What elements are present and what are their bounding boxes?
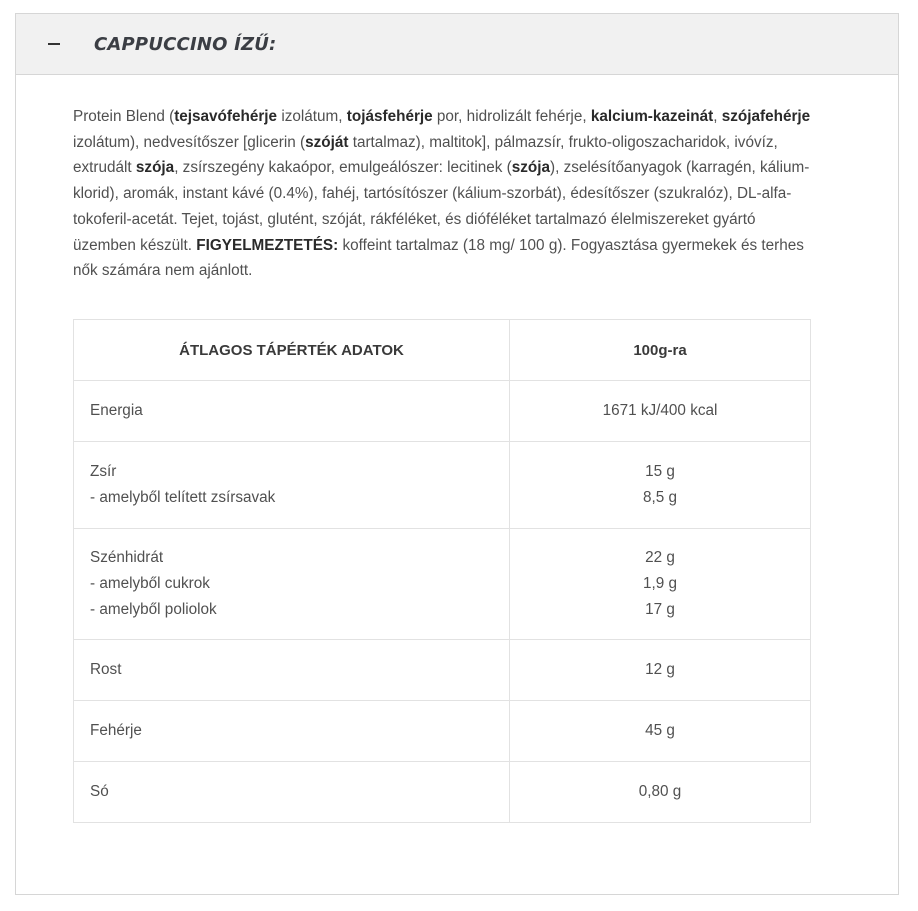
ingredients-segment: koffeint tartalmaz (18 mg/ 100 g). Fogyasztása gyermekek és terhes nők számára nem ajánlott. bbox=[73, 236, 804, 280]
table-row bbox=[74, 381, 811, 442]
ingredients-segment: ), zselésítőanyagok (karragén, kálium-klorid), aromák, instant kávé (0.4%), fahéj, tartósítószer (kálium-szorbát), édesítőszer (szukralóz), DL-alfa-tokoferil-acetát. Tejet, tojást, glutént, szóját, rákféléket, és dióféléket tartalmazó élelmiszereket gyártó üzemben készült. bbox=[73, 159, 810, 254]
ingredients-segment: por, hidrolizált fehérje, bbox=[432, 108, 591, 125]
allergen-text: kalcium-kazeinát bbox=[590, 108, 714, 125]
ingredients-segment: izolátum), nedvesítőszer [glicerin ( bbox=[73, 133, 306, 151]
nutrient-label: Energia bbox=[90, 402, 143, 420]
table-row bbox=[74, 640, 811, 701]
nutrient-sublabel: - amelyből telített zsírsavak bbox=[90, 489, 276, 506]
nutrient-label: Só bbox=[90, 783, 109, 801]
accordion-header[interactable] bbox=[16, 14, 898, 75]
column-header-per-100g: 100g-ra bbox=[510, 320, 811, 381]
nutrient-value: 22 g bbox=[645, 549, 675, 567]
allergen-text: tojásfehérje bbox=[346, 108, 433, 125]
ingredients-segment: , zsírszegény kakaópor, emulgeálószer: lecitinek ( bbox=[174, 159, 512, 177]
nutrient-label-cell bbox=[74, 640, 510, 701]
table-row bbox=[74, 762, 811, 823]
nutrient-label: Fehérje bbox=[90, 722, 142, 740]
ingredients-segment: Protein Blend ( bbox=[73, 108, 175, 125]
nutrient-sublabel: - amelyből cukrok bbox=[90, 575, 210, 593]
nutrient-value: 15 g bbox=[645, 463, 675, 481]
nutrient-label: Rost bbox=[90, 661, 122, 679]
nutrient-value-cell bbox=[510, 701, 811, 762]
column-header-nutrients: ÁTLAGOS TÁPÉRTÉK ADATOK bbox=[74, 320, 510, 381]
nutrient-value: 0,80 g bbox=[638, 783, 682, 801]
table-header-row bbox=[74, 320, 811, 381]
nutrient-value-cell bbox=[510, 529, 811, 640]
nutrient-value: 12 g bbox=[645, 661, 675, 679]
warning-label: FIGYELMEZTETÉS: bbox=[196, 236, 339, 254]
allergen-text: szójafehérje bbox=[721, 108, 811, 125]
nutrient-value: 1,9 g bbox=[642, 575, 678, 593]
nutrient-label-cell bbox=[74, 529, 510, 640]
nutrient-sublabel: - amelyből poliolok bbox=[90, 600, 217, 618]
ingredients-segment: izolátum, bbox=[277, 108, 347, 125]
nutrient-value: 45 g bbox=[645, 722, 675, 740]
table-row bbox=[74, 701, 811, 762]
nutrient-label-cell bbox=[74, 762, 510, 823]
allergen-text: szóját bbox=[305, 133, 349, 151]
allergen-text: tejsavófehérje bbox=[174, 108, 278, 125]
nutrient-label: Zsír bbox=[90, 463, 117, 481]
ingredients-text bbox=[73, 104, 815, 284]
nutrient-label: Szénhidrát bbox=[90, 549, 164, 567]
nutrient-label-cell bbox=[74, 701, 510, 762]
nutrient-value: 8,5 g bbox=[642, 489, 678, 506]
minus-icon[interactable] bbox=[48, 43, 60, 45]
allergen-text: szója bbox=[135, 159, 175, 177]
nutrient-value: 1671 kJ/400 kcal bbox=[602, 402, 718, 420]
nutrient-label-cell bbox=[74, 381, 510, 442]
nutrient-value-cell bbox=[510, 442, 811, 529]
nutrient-value-cell bbox=[510, 762, 811, 823]
nutrient-value: 17 g bbox=[645, 600, 675, 618]
panel-title: CAPPUCCINO ÍZŰ: bbox=[94, 33, 277, 55]
ingredients-segment: tartalmaz), maltitok], pálmazsír, frukto-oligoszacharidok, ivóvíz, extrudált bbox=[73, 133, 778, 177]
nutrition-table bbox=[73, 319, 811, 823]
nutrient-value-cell bbox=[510, 640, 811, 701]
table-row bbox=[74, 442, 811, 529]
table-row bbox=[74, 529, 811, 640]
nutrient-label-cell bbox=[74, 442, 510, 529]
nutrient-value-cell bbox=[510, 381, 811, 442]
allergen-text: szója bbox=[511, 159, 550, 177]
ingredients-segment: , bbox=[713, 108, 722, 125]
